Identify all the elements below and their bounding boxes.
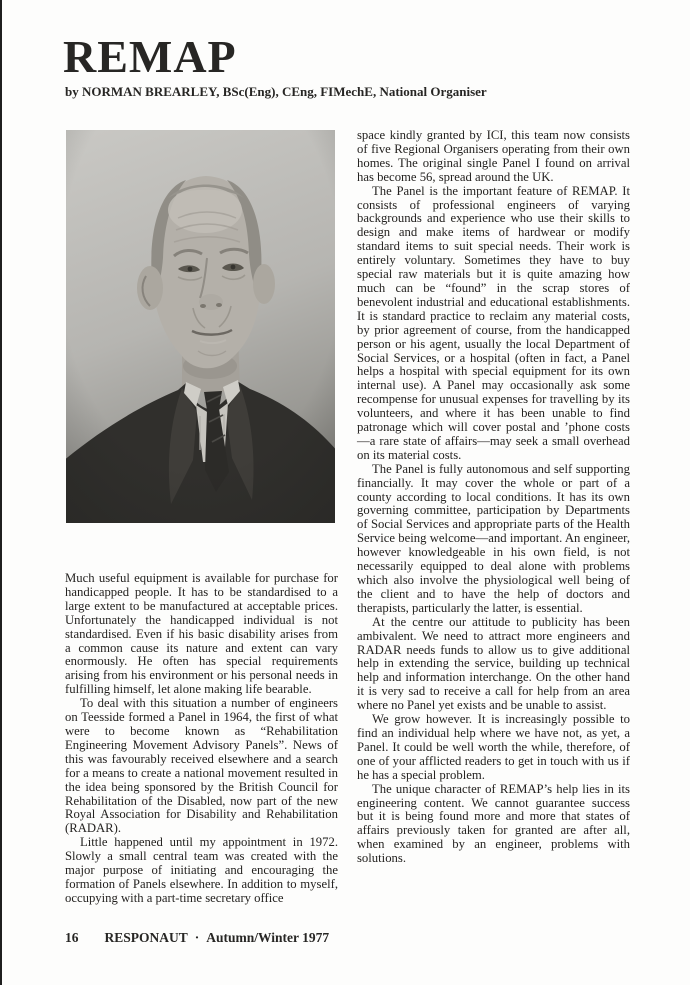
paragraph: The Panel is fully autonomous and self supporting financially. It may cover the whole or part of a county according to local conditions. It has its own governing committee, participation by Departments of Social Services and appropriate parts of the Health Service being welcome—and important. An engineer, however knowledgeable in his own field, is not necessarily equipped to deal alone with problems which also involve the physiological well being of the client and to have the help of doctors and therapists, particularly the latter, is essential. [357,461,630,615]
article-title: REMAP [63,31,237,82]
portrait-photo-graphic [66,130,335,523]
right-text-column [357,129,630,866]
paragraph: The unique character of REMAP’s help lies in its engineering content. We cannot guarantee success but it is being found more and more that states of affairs previously taken for granted are after all, when examined by an engineer, problems with solutions. [357,781,630,866]
issue-date: Autumn/Winter 1977 [206,930,330,945]
article-byline: by NORMAN BREARLEY, BSc(Eng), CEng, FIMechE, National Organiser [65,84,487,99]
footer-separator: · [194,930,200,945]
scan-edge-line [0,0,2,985]
paragraph: We grow however. It is increasingly possible to find an individual help where we have not, as yet, a Panel. It could be well worth the while, therefore, of one of your afflicted readers to get in touch with us if he has a special problem. [357,712,630,782]
left-text-column [65,572,338,906]
page-footer [65,930,329,946]
paragraph: space kindly granted by ICI, this team now consists of five Regional Organisers operating from their own homes. The original single Panel I found on arrival has become 56, spread around the UK. [357,128,630,184]
paragraph: The Panel is the important feature of REMAP. It consists of professional engineers of varying backgrounds and experience who use their skills to design and make items of hardwear or modify standard items to suit special needs. Their work is entirely voluntary. Sometimes they have to buy special raw materials but it is quite amazing how much can be “found” in the scrap stores of benevolent industrial and educational establishments. It is standard practice to reclaim any material costs, by prior agreement of course, from the handicapped person or his agent, usually the local Department of Social Services, or a hospital (often in fact, a Panel helps a hospital with special equipment for its own internal use). A Panel may occasionally ask some recompense for unusual expenses for travelling by its volunteers, and where it has been unable to find patronage which will cover postal and ’phone costs—a rare state of affairs—may seek a small overhead on its material costs. [357,183,630,462]
paragraph: At the centre our attitude to publicity has been ambivalent. We need to attract more engineers and RADAR needs funds to allow us to give additional help in extending the service, building up technical help and information interchange. On the other hand it is very sad to receive a call for help from an area where no Panel yet exists and be unable to assist. [357,614,630,713]
page-number: 16 [65,930,79,945]
paragraph: To deal with this situation a number of engineers on Teesside formed a Panel in 1964, the first of what were to become known as “Rehabilitation Engineering Movement Advisory Panels”. News of this was favourably received elsewhere and a search for a means to create a national movement resulted in the idea being sponsored by the British Council for Rehabilitation of the Disabled, now part of the new Royal Association for Disability and Rehabilitation (RADAR). [65,696,338,836]
paragraph: Little happened until my appointment in 1972. Slowly a small central team was created with the major purpose of initiating and encouraging the formation of Panels elsewhere. In addition to myself, occupying with a part-time secretary office [65,835,338,905]
journal-name: RESPONAUT [104,930,188,945]
paragraph: Much useful equipment is available for purchase for handicapped people. It has to be standardised to a large extent to be manufactured at acceptable prices. Unfortunately the handicapped individual is not standardised. Even if his basic disability arises from a common cause its nature and extent can vary enormously. He often has special requirements arising from his environment or his personal needs in fulfilling himself, let alone making life bearable. [65,571,338,697]
portrait-photo [66,130,335,523]
